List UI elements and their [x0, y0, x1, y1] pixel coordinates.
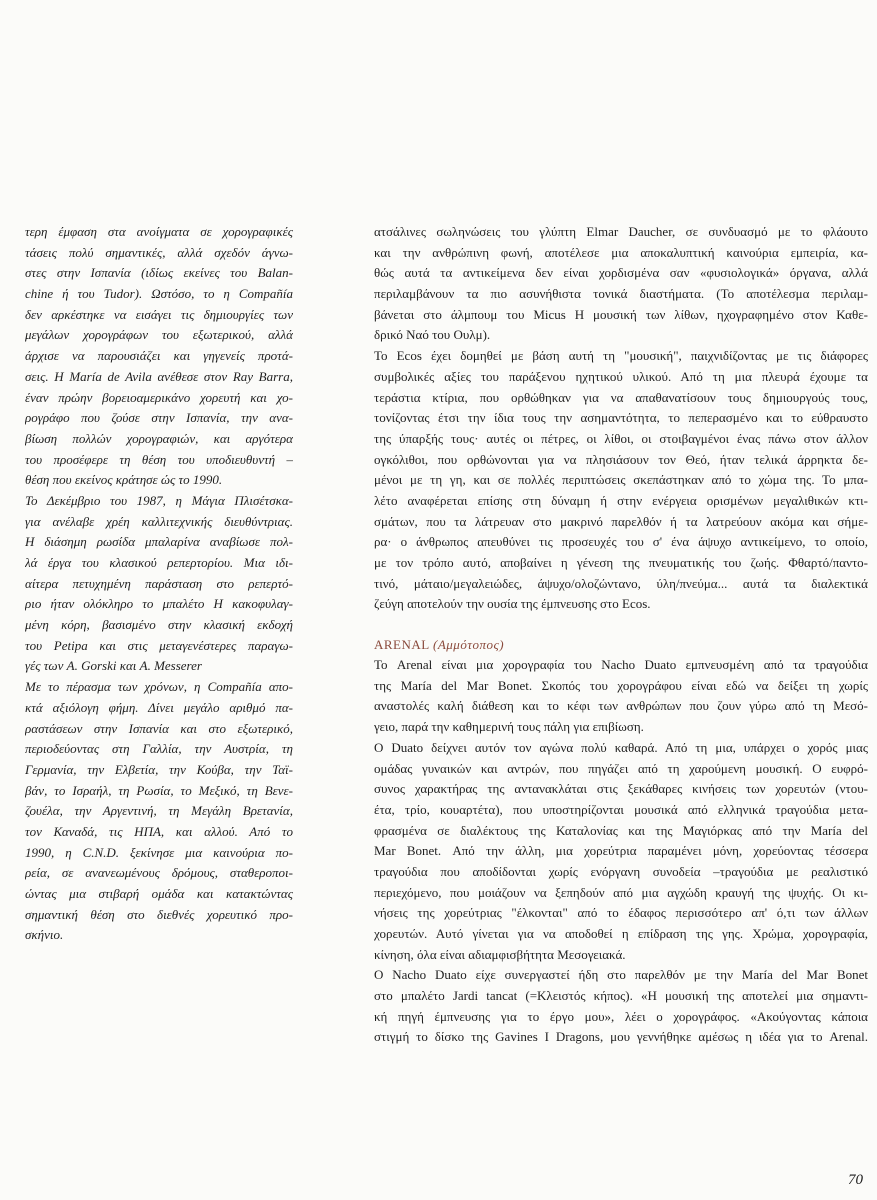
text-line: μένοι με τη γη, και σε πολλές περιπτώσεις σκεπάστηκαν από το χώμα της. Το μπα-: [374, 472, 868, 488]
text-line: Ο Nacho Duato είχε συνεργαστεί ήδη στο παρελθόν με την María del Mar Bonet: [374, 967, 868, 983]
text-line: γειο, παρά την καθημερινή τους πάλη για επιβίωση.: [374, 719, 644, 735]
text-line: βάν, το Ισραήλ, τη Ρωσία, το Μεξικό, τη Βενε-: [25, 782, 293, 798]
text-line: για ανέλαβε χρέη καλλιτεχνικής διευθύντριας.: [25, 513, 293, 529]
text-line: ομάδας γυναικών και αντρών, που πηγάζει από τη χαρούμενη μουσική. Ο ευφρό-: [374, 760, 868, 776]
text-line: σημαντική θέση στο διεθνές χορευτικό προ-: [25, 906, 293, 922]
text-line: στιγμή το δίσκο της Gavines I Dragons, μου γεννήθηκε αμέσως η ιδέα για το Arenal.: [374, 1029, 868, 1045]
text-line: στες στην Ισπανία (ιδίως εκείνες του Balan-: [25, 265, 293, 281]
section-heading-arenal: [374, 635, 868, 655]
text-line: κίνηση, όλα είναι αδιαμφισβήτητα Μεσογειακά.: [374, 946, 626, 962]
text-line: κή πηγή έμπνευσης για το έργο μου», λέει ο χορογράφος. «Ακούγοντας κάποια: [374, 1008, 868, 1024]
text-line: Το Ecos έχει δομηθεί με βάση αυτή τη "μουσική", παιχνιδίζοντας με τις διάφορες: [374, 348, 868, 364]
left-column: [25, 222, 293, 946]
text-line: θέση που εκείνος κράτησε ώς το 1990.: [25, 472, 223, 488]
text-line: και την ανθρώπινη φωνή, αποτέλεσε μια αποκαλυπτική καινούρια εμπειρία, κα-: [374, 244, 868, 260]
text-line: Το Δεκέμβριο του 1987, η Μάγια Πλισέτσκα-: [25, 492, 293, 508]
text-line: θώς αυτά τα αντικείμενα δεν είναι χορδισμένα σαν «φυσιολογικά» όργανα, αλλά: [374, 265, 868, 281]
text-line: ραστάσεων στην Ισπανία και στο εξωτερικό,: [25, 720, 293, 736]
text-line: άρχισε να παρουσιάζει και γηγενείς προτά-: [25, 348, 293, 364]
text-line: τερη έμφαση στα ανοίγματα σε χορογραφικές: [25, 224, 293, 239]
text-line: Το Arenal είναι μια χορογραφία του Nacho Duato εμπνευσμένη από τα τραγούδια: [374, 657, 868, 673]
text-line: ώντας μια στιβαρή ομάδα και κατακτώντας: [25, 886, 293, 901]
section-heading-title: ARENAL: [374, 637, 430, 653]
text-line: περιεχόμενο, που μοιάζουν να ξεπηδούν από μια αγχώδη κραυγή της ψυχής. Οι κι-: [374, 884, 868, 900]
text-line: συνος χαρακτήρας της αντανακλάται στις ξεκάθαρες κινήσεις των χορευτών (ντου-: [374, 781, 868, 797]
text-line: σμάτων, που τα λάτρευαν στο μακρινό παρελθόν ή τα λατρεύουν ακόμα και σήμε-: [374, 513, 868, 529]
text-line: μένη κόρη, βασισμένο στην κλασική εκδοχή: [25, 617, 293, 633]
text-line: του Petipa και στις μεταγενέστερες παραγω-: [25, 637, 293, 653]
text-line: Με το πέρασμα των χρόνων, η Compañía απο-: [25, 679, 293, 695]
text-line: λά έργα του κλασικού ρεπερτορίου. Μια ιδι-: [25, 555, 293, 570]
text-line: γές των A. Gorski και A. Messerer: [25, 658, 202, 674]
text-line: περιλαμβάνουν τα πιο ασυνήθιστα τονικά διαστήματα. (Το αποτέλεσμα περιλαμ-: [374, 286, 868, 302]
text-line: ατσάλινες σωληνώσεις του γλύπτη Elmar Daucher, σε συνδυασμό με το φλάουτο: [374, 224, 868, 239]
text-line: συμβολικές αξίες του παράξενου ηχητικού υλικού. Από τη μια πλευρά έχουμε τα: [374, 368, 868, 384]
right-column: [374, 222, 868, 1048]
text-line: 1990, η C.N.D. ξεκίνησε μια καινούρια πο-: [25, 844, 293, 860]
text-line: τον Καναδά, τις ΗΠΑ, και αλλού. Από το: [25, 823, 293, 839]
text-line: έναν πρώην βορειοαμερικάνο χορευτή και χο-: [25, 389, 293, 405]
text-line: Η διάσημη ρωσίδα μπαλαρίνα αναβίωσε πολ-: [25, 534, 293, 550]
page-number: 70: [848, 1172, 863, 1188]
text-line: αναστολές καλή διάθεση και το κέφι των ανθρώπων που ζουν γύρω από τη Μεσό-: [374, 698, 868, 714]
text-line: τάσεις πολύ σημαντικές, αλλά σχεδόν άγνω-: [25, 244, 293, 260]
text-line: ρα· ο άνθρωπος απευθύνει τις προσευχές του σ' ένα άψυχο αντικείμενο, το οποίο,: [374, 534, 868, 550]
text-line: δεν αρκέστηκε να εισάγει τις δημιουργίες των: [25, 306, 293, 322]
text-line: ζουέλα, την Αργεντινή, τη Μεγάλη Βρετανία,: [25, 803, 293, 819]
text-line: Γερμανία, την Ελβετία, την Κούβα, την Ταϊ-: [25, 761, 293, 777]
section-heading-subtitle: (Αμμότοπος): [433, 637, 505, 653]
text-line: σκήνιο.: [25, 927, 64, 943]
text-line: Mar Bonet. Από την άλλη, μια χορεύτρια παραμένει μόνη, χορεύοντας τέσσερα: [374, 843, 868, 859]
text-line: της ύπαρξής τους· αυτές οι πέτρες, οι λίθοι, οι στοιβαγμένοι ένας πάνω στον άλλον: [374, 430, 868, 446]
text-line: ογκόλιθοι, που ορθώνονται για να πλησιάσουν τον Θεό, ήταν τελικά άρρηκτα δε-: [374, 451, 868, 467]
text-line: τινό, μάταιο/μεγαλειώδες, άψυχο/ολοζώντανο, ύλη/πνεύμα... αυτά τα διαλεκτικά: [374, 575, 868, 591]
text-line: βίωση πολλών χορογραφιών, και αργότερα: [25, 430, 293, 446]
text-line: τραγούδια που αποδίδονται χωρίς ενόργανη συνοδεία –τραγούδια με ρεαλιστικό: [374, 863, 868, 879]
text-line: του προσέφερε τη θέση του υποδιευθυντή –: [25, 451, 293, 467]
text-line: αίτερα πετυχημένη παράσταση στο ρεπερτό-: [25, 575, 293, 591]
text-line: Ο Duato δείχνει αυτόν τον αγώνα πολύ καθαρά. Από τη μια, υπάρχει ο χορός μιας: [374, 739, 868, 755]
text-line: τονίζοντας έτσι την ίδια τους την ασημαντότητα, το πεπερασμένο και το εύθραυστο: [374, 410, 868, 426]
text-line: έτα, τρίο, κουαρτέτα), που υποστηρίζονται μουσικά από ελληνικά τραγούδια μετα-: [374, 801, 868, 817]
text-line: δρικό Ναό του Ουλμ).: [374, 327, 491, 343]
text-line: νήσεις της χορεύτριας "έλκονται" από το έδαφος περισσότερο απ' ό,τι των άλλων: [374, 905, 868, 921]
text-line: λέτο αναφέρεται επίσης στη δύναμη ή στην ενέργεια ορισμένων μεγαλιθικών κτι-: [374, 492, 868, 508]
text-line: chine ή του Tudor). Ωστόσο, το η Compañía: [25, 286, 293, 302]
text-line: βάνεται στο άλμπουμ του Micus Η μουσική των λίθων, ηχογραφημένο στον Καθε-: [374, 306, 868, 322]
text-line: φρασμένα σε διαλέκτους της Καταλονίας και της Μαγιόρκας από την María del: [374, 822, 868, 838]
text-line: περιοδεύοντας στη Γαλλία, την Αυστρία, τη: [25, 741, 293, 757]
text-line: σεις. Η María de Avila ανέθεσε στον Ray Barra,: [25, 368, 293, 384]
text-line: ζεύγη αποτελούν την ουσία της έμπνευσης στο Ecos.: [374, 596, 651, 612]
text-line: ρεία, σε ανανεωμένους δρόμους, σταθεροποι-: [25, 865, 293, 881]
text-line: χορευτών. Αυτό γίνεται για να αποδοθεί η επίδραση της γης. Χρώμα, χορογραφία,: [374, 926, 868, 941]
text-line: μεγάλων χορογράφων του εξωτερικού, αλλά: [25, 327, 293, 343]
text-line: κτά αξιόλογη φήμη. Δίνει μεγάλο αριθμό πα-: [25, 699, 293, 715]
text-line: στο μπαλέτο Jardi tancat (=Κλειστός κήπος). «Η μουσική της αποτελεί μια σημαντι-: [374, 988, 868, 1004]
text-line: τεράστια κτίρια, που ορθώθηκαν για να απαθανατίσουν τους δημιουργούς τους,: [374, 389, 868, 405]
text-line: ριο ήταν ολόκληρο το μπαλέτο Η κακοφυλαγ-: [25, 596, 293, 612]
text-line: της María del Mar Bonet. Σκοπός του χορογράφου είναι εδώ να δείξει τη χωρίς: [374, 677, 868, 693]
text-line: ρογράφο που ζούσε στην Ισπανία, την ανα-: [25, 410, 293, 426]
text-line: με τον τρόπο αυτό, αποβαίνει η γένεση της πνευματικής του ζωής. Φθαρτό/παντο-: [374, 555, 868, 570]
